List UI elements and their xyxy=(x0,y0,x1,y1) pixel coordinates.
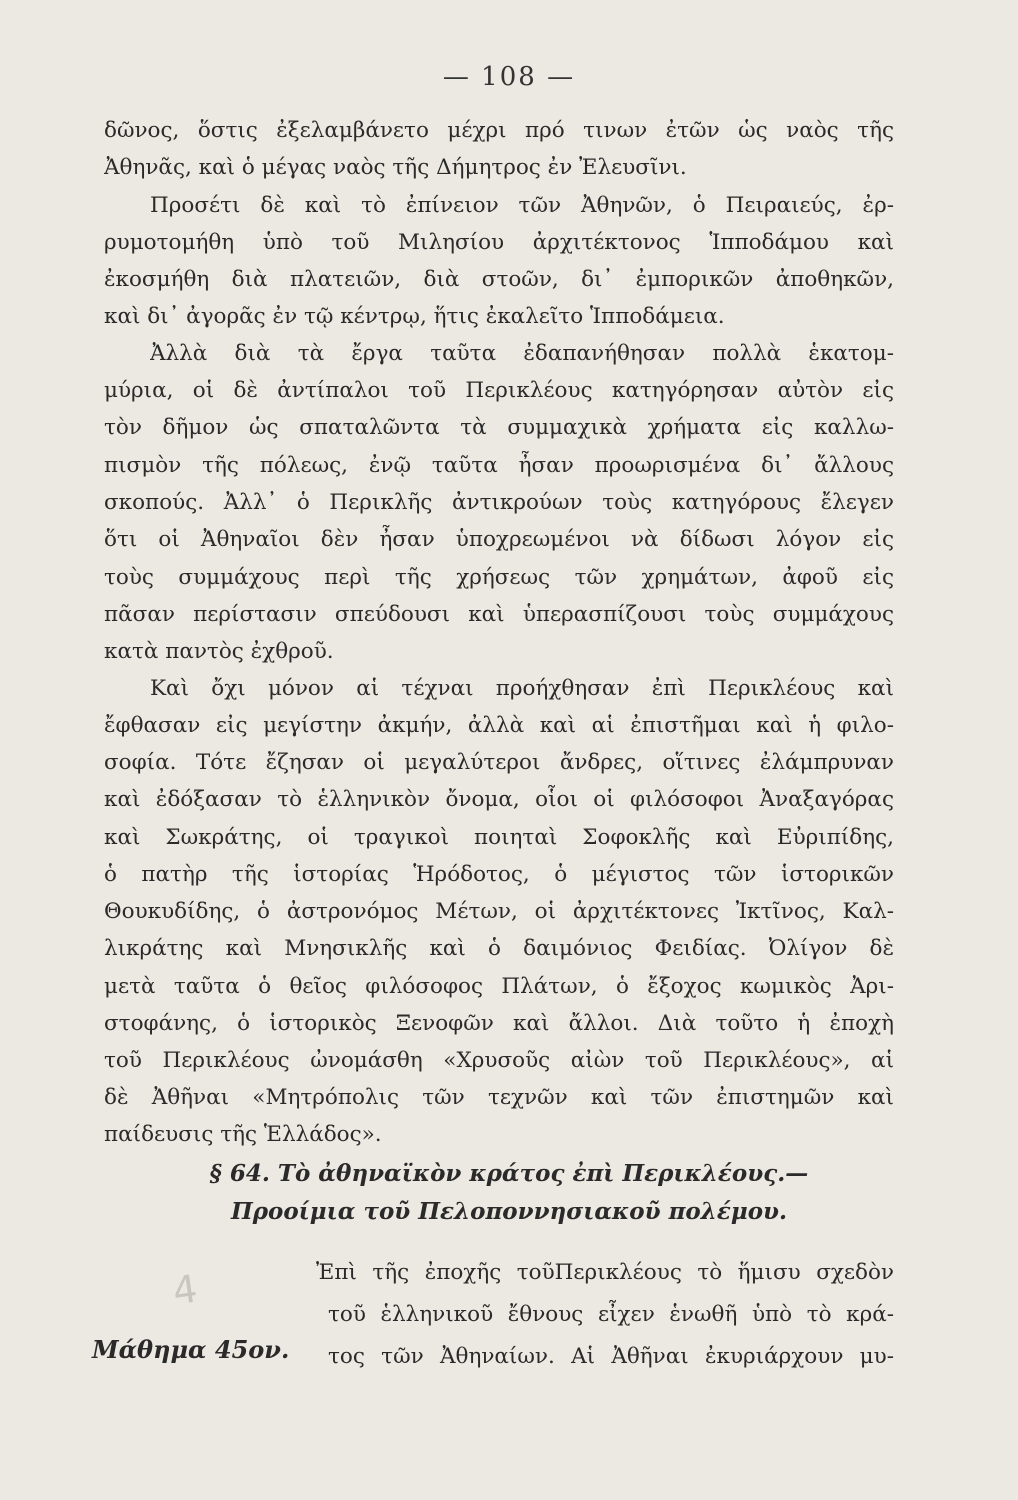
page-number: — 108 — xyxy=(442,62,576,92)
text-line: σοφία. Τότε ἔζησαν οἱ μεγαλύτεροι ἄνδρες, οἵτινες ἐλάμπρυναν xyxy=(104,750,894,775)
text-line: ὅτι οἱ Ἀθηναῖοι δὲν ἦσαν ὑποχρεωμένοι νὰ δίδωσι λόγον εἰς xyxy=(104,527,894,552)
text-line: μύρια, οἱ δὲ ἀντίπαλοι τοῦ Περικλέους κατηγόρησαν αὐτὸν εἰς xyxy=(104,378,894,403)
text-line: πισμὸν τῆς πόλεως, ἐνῷ ταῦτα ἦσαν προωρισμένα δι᾽ ἄλλους xyxy=(104,453,894,478)
text-line: καὶ Σωκράτης, οἱ τραγικοὶ ποιηταὶ Σοφοκλῆς καὶ Εὐριπίδης, xyxy=(104,825,894,850)
text-line: Ἀλλὰ διὰ τὰ ἔργα ταῦτα ἐδαπανήθησαν πολλὰ ἑκατομ- xyxy=(150,341,894,366)
text-line: δῶνος, ὅστις ἐξελαμβάνετο μέχρι πρό τινων ἐτῶν ὡς ναὸς τῆς xyxy=(104,118,894,143)
text-line: παίδευσις τῆς Ἑλλάδος». xyxy=(104,1122,382,1147)
text-line: ὁ πατὴρ τῆς ἱστορίας Ἡρόδοτος, ὁ μέγιστος τῶν ἱστορικῶν xyxy=(104,862,894,887)
section-heading-line-2: Προοίμια τοῦ Πελοποννησιακοῦ πολέμου. xyxy=(230,1198,788,1225)
text-line: καὶ δι᾽ ἀγορᾶς ἐν τῷ κέντρῳ, ἥτις ἐκαλεῖτο Ἱπποδάμεια. xyxy=(104,304,725,329)
text-line: καὶ ἐδόξασαν τὸ ἑλληνικὸν ὄνομα, οἷοι οἱ φιλόσοφοι Ἀναξαγόρας xyxy=(104,787,894,812)
text-line: τὸν δῆμον ὡς σπαταλῶντα τὰ συμμαχικὰ χρήματα εἰς καλλω- xyxy=(104,415,894,440)
text-line: τος τῶν Ἀθηναίων. Αἱ Ἀθῆναι ἐκυριάρχουν μυ- xyxy=(328,1344,894,1369)
pencil-mark: 4 xyxy=(170,1266,201,1314)
text-line: πᾶσαν περίστασιν σπεύδουσι καὶ ὑπερασπίζουσι τοὺς συμμάχους xyxy=(104,602,894,627)
text-line: σκοπούς. Ἀλλ᾽ ὁ Περικλῆς ἀντικρούων τοὺς κατηγόρους ἔλεγεν xyxy=(104,490,894,515)
text-line: τοὺς συμμάχους περὶ τῆς χρήσεως τῶν χρημάτων, ἀφοῦ εἰς xyxy=(104,565,894,590)
text-line: Θουκυδίδης, ὁ ἀστρονόμος Μέτων, οἱ ἀρχιτέκτονες Ἰκτῖνος, Καλ- xyxy=(104,899,894,924)
margin-note-lesson: Μάθημα 45ον. xyxy=(92,1335,290,1364)
text-line: Ἀθηνᾶς, καὶ ὁ μέγας ναὸς τῆς Δήμητρος ἐν Ἐλευσῖνι. xyxy=(104,155,687,180)
text-line: κατὰ παντὸς ἐχθροῦ. xyxy=(104,639,334,664)
text-line: τοῦ ἑλληνικοῦ ἔθνους εἶχεν ἑνωθῆ ὑπὸ τὸ κρά- xyxy=(328,1302,894,1327)
text-line: τοῦ Περικλέους ὠνομάσθη «Χρυσοῦς αἰὼν τοῦ Περικλέους», αἱ xyxy=(104,1048,894,1073)
text-line: Ἐπὶ τῆς ἐποχῆς τοῦΠερικλέους τὸ ἥμισυ σχεδὸν xyxy=(316,1260,894,1285)
text-line: δὲ Ἀθῆναι «Μητρόπολις τῶν τεχνῶν καὶ τῶν ἐπιστημῶν καὶ xyxy=(104,1085,894,1110)
text-line: ἐκοσμήθη διὰ πλατειῶν, διὰ στοῶν, δι᾽ ἐμπορικῶν ἀποθηκῶν, xyxy=(104,267,894,292)
text-line: ρυμοτομήθη ὑπὸ τοῦ Μιλησίου ἀρχιτέκτονος Ἱπποδάμου καὶ xyxy=(104,230,894,255)
text-line: Καὶ ὄχι μόνον αἱ τέχναι προήχθησαν ἐπὶ Περικλέους καὶ xyxy=(150,676,894,701)
section-heading-line-1: § 64. Τὸ ἀθηναϊκὸν κράτος ἐπὶ Περικλέους.— xyxy=(209,1160,809,1187)
text-line: στοφάνης, ὁ ἱστορικὸς Ξενοφῶν καὶ ἄλλοι. Διὰ τοῦτο ἡ ἐποχὴ xyxy=(104,1011,894,1036)
text-line: λικράτης καὶ Μνησικλῆς καὶ ὁ δαιμόνιος Φειδίας. Ὀλίγον δὲ xyxy=(104,936,894,961)
text-line: ἔφθασαν εἰς μεγίστην ἀκμήν, ἀλλὰ καὶ αἱ ἐπιστῆμαι καὶ ἡ φιλο- xyxy=(104,713,894,738)
text-line: Προσέτι δὲ καὶ τὸ ἐπίνειον τῶν Ἀθηνῶν, ὁ Πειραιεύς, ἐρ- xyxy=(150,193,894,218)
text-line: μετὰ ταῦτα ὁ θεῖος φιλόσοφος Πλάτων, ὁ ἔξοχος κωμικὸς Ἀρι- xyxy=(104,974,894,999)
